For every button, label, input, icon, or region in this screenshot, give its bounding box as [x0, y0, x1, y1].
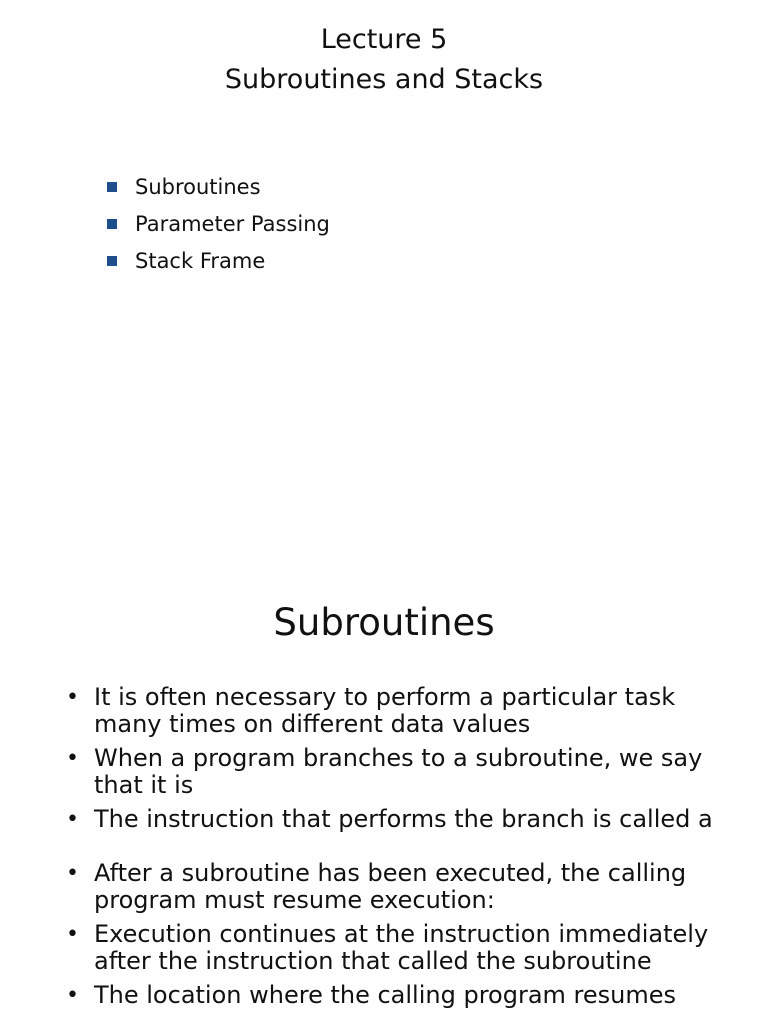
topic-list	[107, 168, 330, 279]
list-item	[60, 921, 760, 975]
list-item	[107, 242, 330, 279]
list-item	[60, 860, 760, 914]
bullet-text: When a program branches to a subroutine, we say	[94, 744, 703, 772]
bullet-icon: •	[66, 983, 79, 1008]
bullet-text: Execution continues at the instruction immediately	[94, 920, 709, 948]
bullet-text: that it is	[94, 771, 194, 799]
bullet-text: many times on different data values	[94, 710, 531, 738]
bullet-icon: •	[66, 922, 79, 947]
bullet-icon: •	[66, 746, 79, 771]
bullet-text: The instruction that performs the branch is called a	[94, 805, 713, 833]
bullet-text: After a subroutine has been executed, the calling	[94, 859, 687, 887]
topic-label: Parameter Passing	[135, 211, 330, 236]
lecture-title: Subroutines and Stacks	[224, 64, 544, 95]
square-bullet-icon	[107, 182, 117, 192]
lecture-number: Lecture 5	[320, 24, 448, 55]
bullet-icon: •	[66, 861, 79, 886]
square-bullet-icon	[107, 219, 117, 229]
section-title: Subroutines	[273, 601, 495, 644]
list-item	[60, 745, 760, 799]
list-item	[60, 684, 760, 738]
topic-label: Stack Frame	[135, 248, 266, 273]
bullet-icon: •	[66, 807, 79, 832]
list-item	[107, 168, 330, 205]
bullet-text: after the instruction that called the subroutine	[94, 947, 652, 975]
bullet-list	[60, 684, 760, 1016]
square-bullet-icon	[107, 256, 117, 266]
list-item	[60, 806, 760, 833]
list-item	[60, 982, 760, 1009]
bullet-text: The location where the calling program resumes	[94, 981, 676, 1009]
bullet-text: It is often necessary to perform a particular task	[94, 683, 676, 711]
bullet-icon: •	[66, 685, 79, 710]
topic-label: Subroutines	[135, 174, 261, 199]
list-item	[107, 205, 330, 242]
slide-title	[0, 20, 768, 100]
bullet-text: program must resume execution:	[94, 886, 495, 914]
